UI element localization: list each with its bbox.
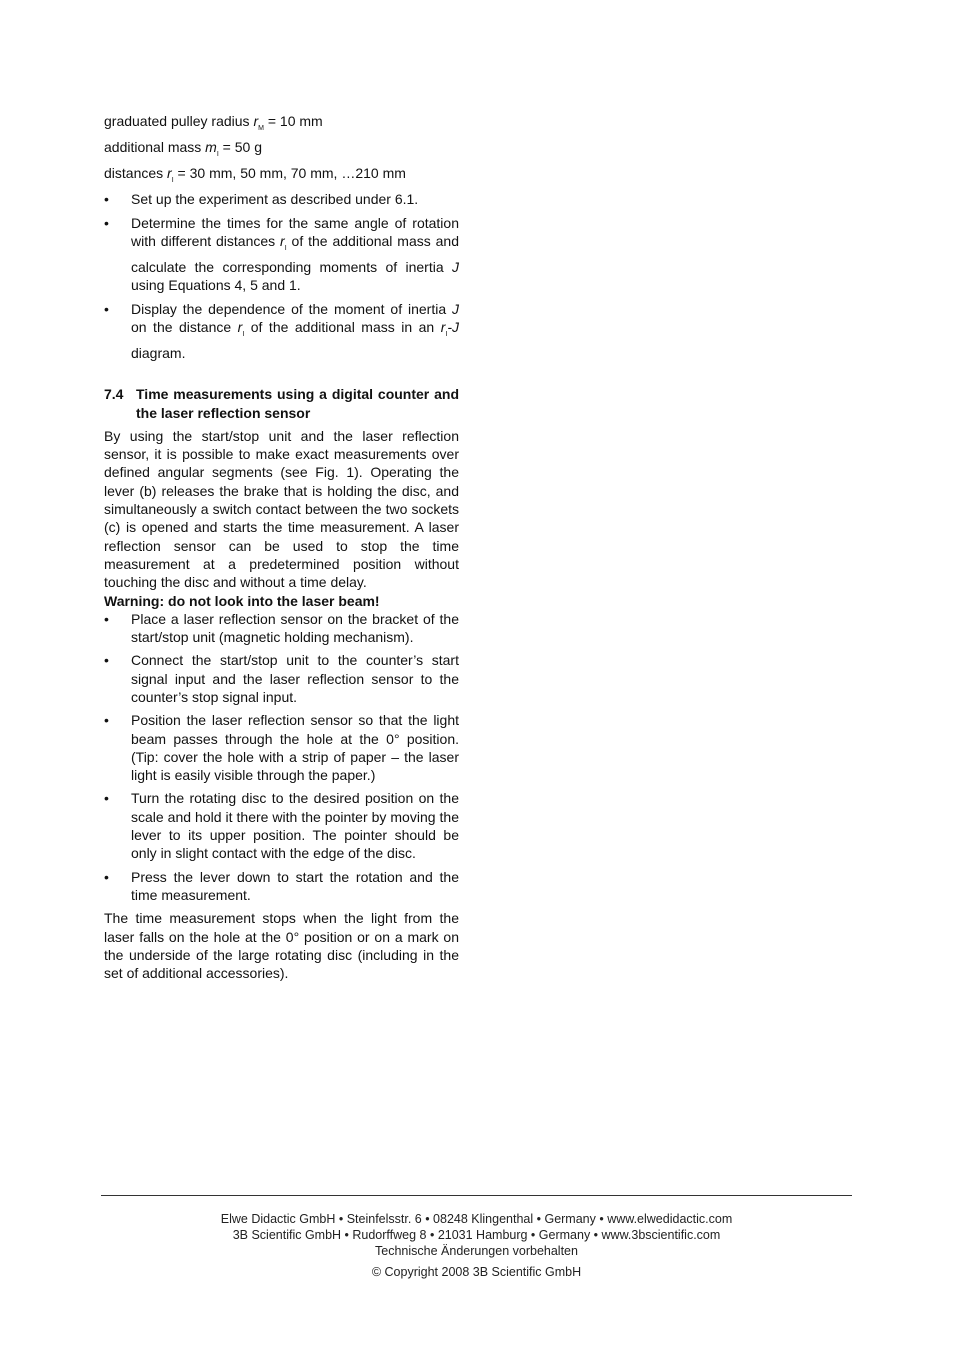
footer-divider: [101, 1195, 852, 1196]
bullet-icon: •: [104, 790, 109, 807]
param-additional-mass: additional mass $m_I = 50$ g: [104, 139, 262, 158]
list-item: • Connect the start/stop unit to the counter’s start signal input and the laser reflection sensor to the counter’s stop signal input.: [104, 652, 459, 705]
param-pulley-radius: graduated pulley radius $r_M = 10$ mm: [104, 113, 323, 132]
list-item: • Determine the times for the same angle of rotation with different distances $r_I$ of the additional mass and calculate the corresponding moments of inertia J using Equations 4, 5 and 1.: [104, 214, 459, 294]
bullet-icon: •: [104, 868, 109, 885]
section-closing: The time measurement stops when the light from the laser falls on the hole at the 0° position or on a mark on the underside of the large rotating disc (including in the set of additional accessories).: [104, 910, 459, 982]
bullet-icon: •: [104, 652, 109, 669]
footer: [101, 1211, 852, 1280]
bullet-icon: •: [104, 610, 109, 627]
footer-notice: Technische Änderungen vorbehalten: [375, 1244, 578, 1258]
bullet-icon: •: [104, 191, 109, 208]
footer-copyright: © Copyright 2008 3B Scientific GmbH: [371, 1265, 582, 1279]
section-intro: By using the start/stop unit and the laser reflection sensor, it is possible to make exact measurements over defined angular segments (see Fig. 1). Operating the lever (b) releases the brake that is holding the disc, and simultaneously a switch contact between the two sockets (c) is opened and starts the time measurement. A laser reflection sensor can be used to stop the time measurement at a predetermined position without touching the disc and without a time delay.: [104, 427, 459, 591]
footer-address-3b: 3B Scientific GmbH • Rudorffweg 8 • 21031 Hamburg • Germany • www.3bscientific.com: [232, 1228, 721, 1242]
footer-address-elwe: Elwe Didactic GmbH • Steinfelsstr. 6 • 08248 Klingenthal • Germany • www.elwedidactic.com: [220, 1212, 733, 1226]
warning-text: Warning: do not look into the laser beam!: [104, 592, 380, 609]
list-item: • Press the lever down to start the rotation and the time measurement.: [104, 868, 459, 903]
section-title: Time measurements using a digital counter and the laser reflection sensor: [136, 386, 459, 421]
main-column: [104, 112, 459, 982]
section-number: 7.4: [104, 386, 124, 403]
list-item: • Place a laser reflection sensor on the bracket of the start/stop unit (magnetic holding mechanism).: [104, 610, 459, 646]
list-item: • Display the dependence of the moment of inertia J on the distance $r_I$ of the additional mass in an $r_I-J$ diagram.: [104, 300, 459, 361]
list-item: • Turn the rotating disc to the desired position on the scale and hold it there with the pointer by moving the lever to its upper position. The pointer should be only in slight contact with the edge of the disc.: [104, 790, 459, 862]
param-distances: distances $r_I = 30$ mm, 50 mm, 70 mm, …210 mm: [104, 165, 406, 184]
list-item: • Position the laser reflection sensor so that the light beam passes through the hole at the 0° position. (Tip: cover the hole with a strip of paper – the laser light is easily visible through the paper.): [104, 712, 459, 784]
bullet-icon: •: [104, 712, 109, 729]
bullet-icon: •: [104, 214, 109, 231]
list-item: • Set up the experiment as described under 6.1.: [104, 191, 419, 208]
bullet-icon: •: [104, 300, 109, 317]
section-heading: [104, 385, 459, 422]
